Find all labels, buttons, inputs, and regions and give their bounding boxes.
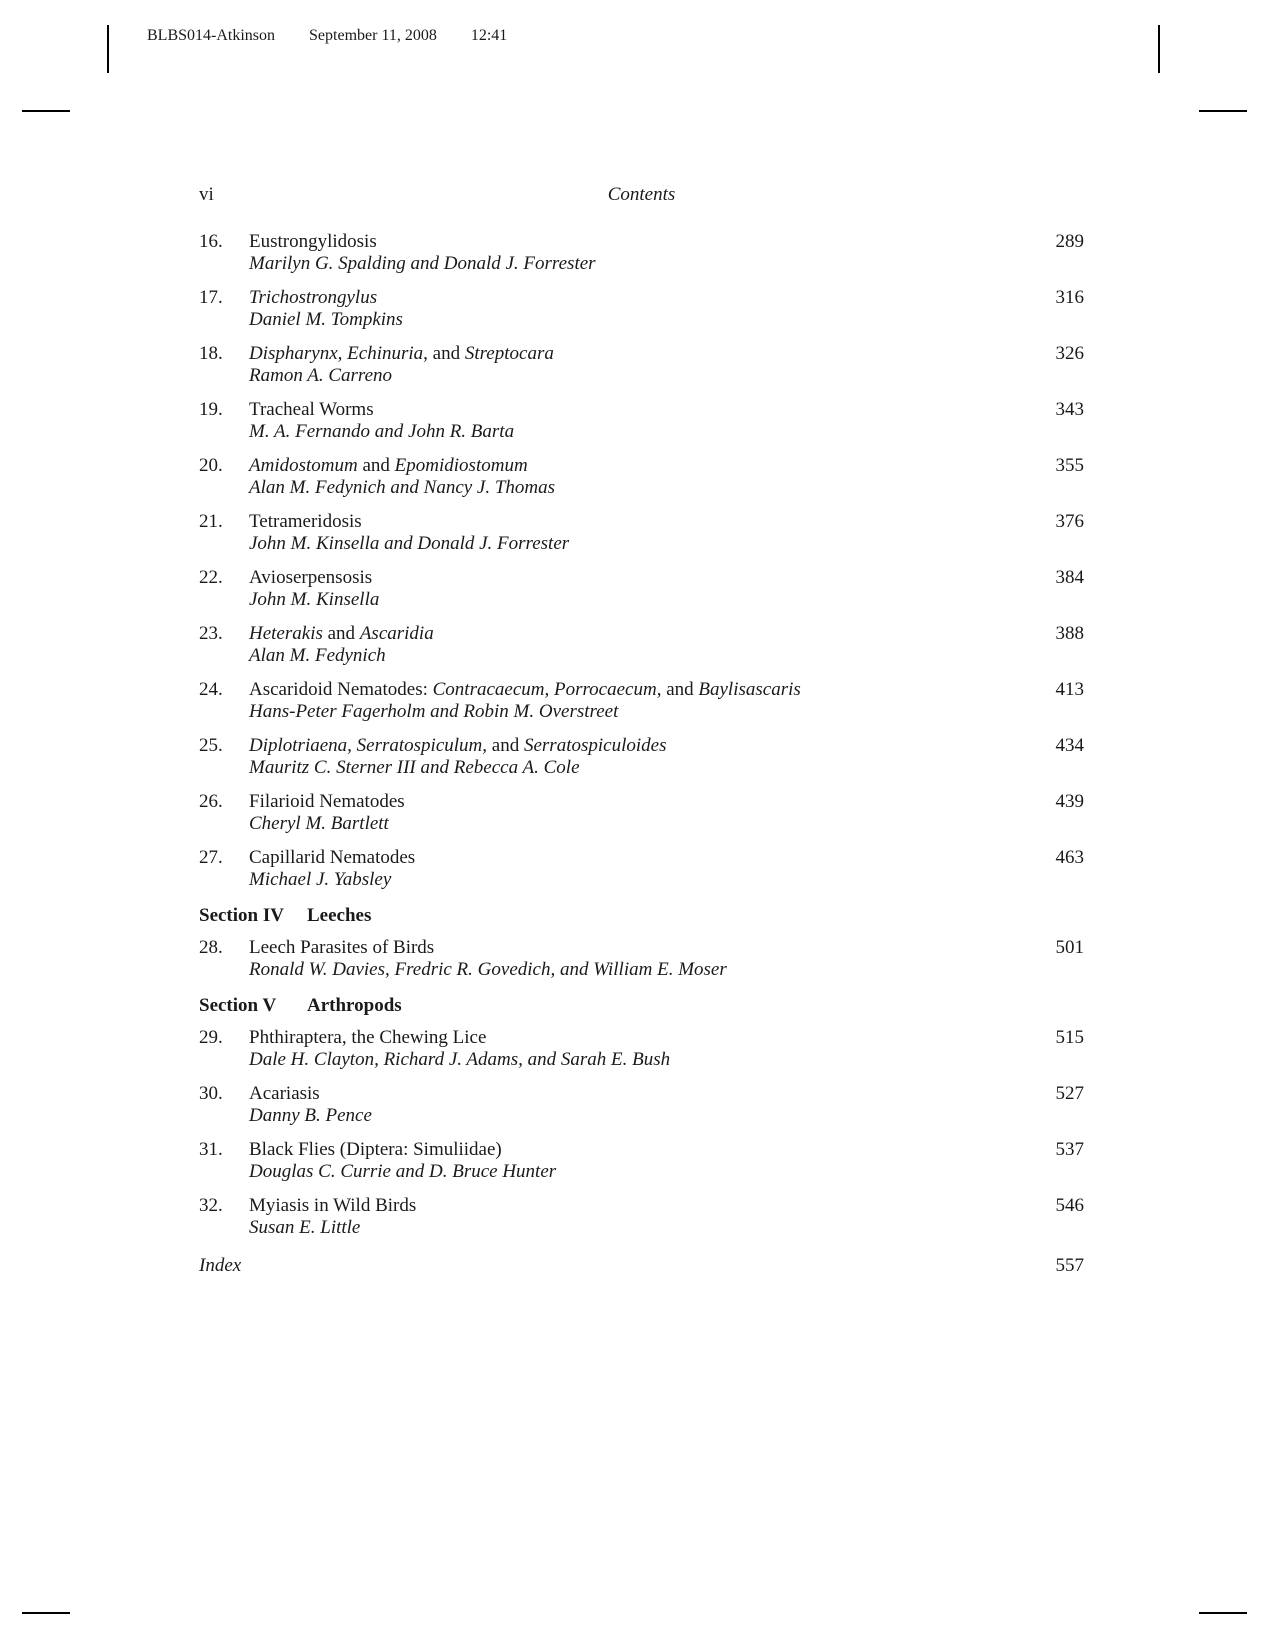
chapter-number: 25.: [199, 735, 223, 756]
chapter-title-segment: Heterakis: [249, 623, 323, 644]
crop-mark-top-left-horizontal: [22, 110, 70, 112]
toc-entry[interactable]: [199, 1195, 1084, 1242]
toc-entry[interactable]: [199, 735, 1084, 782]
chapter-title-segment: , and: [656, 679, 699, 700]
chapter-page-number: 546: [1055, 1195, 1084, 1216]
chapter-page-number: 413: [1055, 679, 1084, 700]
chapter-list-leeches: [199, 937, 1084, 984]
toc-entry[interactable]: [199, 1139, 1084, 1186]
slug-date: September 11, 2008: [309, 27, 437, 44]
chapter-title-segment: and: [322, 623, 360, 644]
chapter-number: 32.: [199, 1195, 223, 1216]
chapter-authors: Danny B. Pence: [249, 1105, 372, 1126]
chapter-number: 26.: [199, 791, 223, 812]
chapter-page-number: 376: [1055, 511, 1084, 532]
chapter-authors: Alan M. Fedynich and Nancy J. Thomas: [249, 477, 556, 498]
toc-entry[interactable]: [199, 679, 1084, 726]
running-head: [199, 184, 1084, 208]
chapter-number: 30.: [199, 1083, 223, 1104]
chapter-title: [249, 567, 372, 589]
section-label: Section V: [199, 995, 277, 1016]
chapter-title: [249, 937, 434, 959]
chapter-title-segment: Trichostrongylus: [249, 287, 378, 308]
chapter-authors: Ronald W. Davies, Fredric R. Govedich, and William E. Moser: [249, 959, 727, 980]
chapter-authors: Cheryl M. Bartlett: [249, 813, 389, 834]
toc-entry[interactable]: [199, 567, 1084, 614]
chapter-list-arthropods: [199, 1027, 1084, 1242]
slug-time: 12:41: [470, 27, 508, 44]
chapter-page-number: 316: [1055, 287, 1084, 308]
chapter-authors: John M. Kinsella and Donald J. Forrester: [249, 533, 570, 554]
chapter-title-segment: Streptocara: [464, 343, 554, 364]
chapter-title: [249, 231, 377, 253]
chapter-page-number: 343: [1055, 399, 1084, 420]
chapter-page-number: 439: [1055, 791, 1084, 812]
toc-entry[interactable]: [199, 455, 1084, 502]
chapter-title-segment: Epomidiostomum: [394, 455, 528, 476]
chapter-title: [249, 511, 362, 533]
crop-mark-top-right-vertical: [1158, 25, 1160, 73]
section-name: Arthropods: [307, 995, 402, 1016]
chapter-title-segment: Tetrameridosis: [249, 511, 362, 532]
chapter-title-segment: Capillarid Nematodes: [249, 847, 416, 868]
toc-entry[interactable]: [199, 791, 1084, 838]
chapter-title-segment: Myiasis in Wild Birds: [249, 1195, 417, 1216]
chapter-number: 18.: [199, 343, 223, 364]
chapter-title: [249, 399, 374, 421]
chapter-title-segment: Ascaridoid Nematodes:: [249, 679, 433, 700]
crop-mark-top-right-horizontal: [1199, 110, 1247, 112]
chapter-authors: Daniel M. Tompkins: [249, 309, 403, 330]
running-head-title: Contents: [607, 184, 676, 205]
chapter-page-number: 434: [1055, 735, 1084, 756]
chapter-page-number: 384: [1055, 567, 1084, 588]
chapter-title-segment: and: [357, 455, 395, 476]
chapter-title: [249, 623, 434, 645]
chapter-title: [249, 1139, 502, 1161]
chapter-title-segment: Baylisascaris: [698, 679, 801, 700]
chapter-number: 24.: [199, 679, 223, 700]
chapter-page-number: 501: [1055, 937, 1084, 958]
chapter-page-number: 527: [1055, 1083, 1084, 1104]
chapter-title: [249, 343, 554, 365]
toc-entry[interactable]: [199, 937, 1084, 984]
toc-entry[interactable]: [199, 399, 1084, 446]
section-label: Section IV: [199, 905, 284, 926]
chapter-authors: Susan E. Little: [249, 1217, 361, 1238]
chapter-number: 20.: [199, 455, 223, 476]
chapter-title-segment: Avioserpensosis: [249, 567, 373, 588]
chapter-authors: Hans-Peter Fagerholm and Robin M. Overstreet: [249, 701, 619, 722]
chapter-authors: Mauritz C. Sterner III and Rebecca A. Cole: [249, 757, 580, 778]
chapter-number: 28.: [199, 937, 223, 958]
chapter-page-number: 388: [1055, 623, 1084, 644]
chapter-title-segment: Dispharynx, Echinuria: [249, 343, 424, 364]
page-number: vi: [199, 184, 214, 205]
index-label: Index: [199, 1255, 242, 1276]
chapter-title: [249, 735, 666, 757]
chapter-title-segment: Amidostomum: [249, 455, 358, 476]
chapter-authors: Michael J. Yabsley: [249, 869, 392, 890]
crop-mark-bottom-right-horizontal: [1199, 1612, 1247, 1614]
chapter-authors: Marilyn G. Spalding and Donald J. Forrester: [249, 253, 596, 274]
chapter-authors: M. A. Fernando and John R. Barta: [249, 421, 515, 442]
print-slug: [147, 27, 537, 45]
table-of-contents: [199, 231, 1084, 1279]
crop-mark-top-left-vertical: [107, 25, 109, 73]
toc-entry[interactable]: [199, 1083, 1084, 1130]
chapter-number: 17.: [199, 287, 223, 308]
chapter-title: [249, 1195, 416, 1217]
chapter-number: 19.: [199, 399, 223, 420]
chapter-title: [249, 1083, 320, 1105]
chapter-list-nematodes-cont: [199, 231, 1084, 894]
chapter-number: 29.: [199, 1027, 223, 1048]
chapter-title-segment: Phthiraptera, the Chewing Lice: [249, 1027, 487, 1048]
chapter-title-segment: Diplotriaena, Serratospiculum,: [249, 735, 488, 756]
chapter-authors: Alan M. Fedynich: [249, 645, 386, 666]
chapter-title-segment: Black Flies (Diptera: Simuliidae): [249, 1139, 502, 1160]
toc-entry[interactable]: [199, 343, 1084, 390]
chapter-title-segment: Serratospiculoides: [523, 735, 667, 756]
chapter-number: 27.: [199, 847, 223, 868]
chapter-title-segment: Tracheal Worms: [249, 399, 374, 420]
chapter-title: [249, 1027, 486, 1049]
chapter-title-segment: Ascaridia: [359, 623, 434, 644]
chapter-title-segment: Contracaecum, Porrocaecum: [432, 679, 657, 700]
chapter-page-number: 289: [1055, 231, 1084, 252]
chapter-page-number: 463: [1055, 847, 1084, 868]
index-page: 557: [1055, 1255, 1084, 1276]
chapter-page-number: 515: [1055, 1027, 1084, 1048]
chapter-title-segment: Leech Parasites of Birds: [249, 937, 435, 958]
chapter-title: [249, 679, 801, 701]
chapter-number: 16.: [199, 231, 223, 252]
section-heading-v: [199, 995, 1084, 1018]
toc-entry[interactable]: [199, 231, 1084, 278]
toc-entry[interactable]: [199, 1027, 1084, 1074]
chapter-number: 21.: [199, 511, 223, 532]
section-heading-iv: [199, 905, 1084, 928]
section-name: Leeches: [307, 905, 372, 926]
chapter-title-segment: and: [487, 735, 524, 756]
chapter-title: [249, 847, 415, 869]
toc-entry[interactable]: [199, 511, 1084, 558]
chapter-title: [249, 287, 377, 309]
chapter-authors: Dale H. Clayton, Richard J. Adams, and Sarah E. Bush: [249, 1049, 671, 1070]
chapter-page-number: 537: [1055, 1139, 1084, 1160]
slug-code: BLBS014-Atkinson: [147, 27, 276, 44]
chapter-title-segment: Eustrongylidosis: [249, 231, 377, 252]
chapter-authors: Ramon A. Carreno: [249, 365, 393, 386]
chapter-page-number: 326: [1055, 343, 1084, 364]
chapter-number: 23.: [199, 623, 223, 644]
toc-entry[interactable]: [199, 287, 1084, 334]
chapter-title-segment: Acariasis: [249, 1083, 320, 1104]
crop-mark-bottom-left-horizontal: [22, 1612, 70, 1614]
chapter-page-number: 355: [1055, 455, 1084, 476]
chapter-title: [249, 455, 528, 477]
toc-entry[interactable]: [199, 623, 1084, 670]
chapter-authors: Douglas C. Currie and D. Bruce Hunter: [249, 1161, 557, 1182]
chapter-number: 31.: [199, 1139, 223, 1160]
chapter-number: 22.: [199, 567, 223, 588]
index-entry[interactable]: [199, 1255, 1084, 1279]
chapter-authors: John M. Kinsella: [249, 589, 380, 610]
chapter-title-segment: Filarioid Nematodes: [249, 791, 405, 812]
chapter-title-segment: , and: [423, 343, 465, 364]
toc-entry[interactable]: [199, 847, 1084, 894]
chapter-title: [249, 791, 405, 813]
